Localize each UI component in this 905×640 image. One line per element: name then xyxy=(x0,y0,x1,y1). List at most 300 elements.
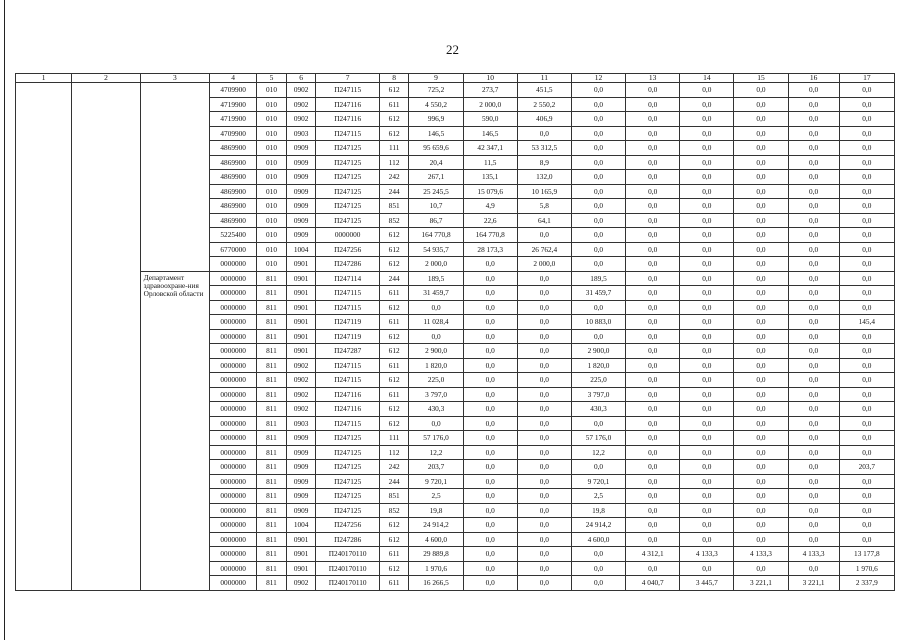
table-cell: 0,0 xyxy=(788,242,839,257)
table-cell: 5225400 xyxy=(210,228,257,243)
table-cell: 0,0 xyxy=(463,329,517,344)
table-cell: П247125 xyxy=(316,460,379,475)
column-number: 13 xyxy=(626,74,680,83)
table-cell: 0,0 xyxy=(517,503,571,518)
table-cell: 0,0 xyxy=(839,387,894,402)
table-cell: 0,0 xyxy=(626,155,680,170)
table-cell: 0909 xyxy=(286,460,316,475)
table-cell: 31 459,7 xyxy=(571,286,625,301)
table-cell: 4 600,0 xyxy=(409,532,463,547)
table-cell: 12,2 xyxy=(409,445,463,460)
table-cell: 0,0 xyxy=(839,257,894,272)
table-cell: 0,0 xyxy=(626,286,680,301)
table-cell: 612 xyxy=(379,83,409,98)
table-cell: 0903 xyxy=(286,126,316,141)
table-cell: 0,0 xyxy=(788,112,839,127)
table-cell: 0000000 xyxy=(210,300,257,315)
table-cell: 0,0 xyxy=(680,358,734,373)
table-cell: 0000000 xyxy=(210,503,257,518)
table-cell: 0000000 xyxy=(210,329,257,344)
table-cell: 0,0 xyxy=(571,547,625,562)
table-cell: 0,0 xyxy=(839,83,894,98)
table-cell: П247114 xyxy=(316,271,379,286)
table-cell: 0,0 xyxy=(517,344,571,359)
table-cell: 0,0 xyxy=(517,489,571,504)
table-cell: 0000000 xyxy=(210,518,257,533)
table-cell: 12,2 xyxy=(571,445,625,460)
table-cell: 0000000 xyxy=(316,228,379,243)
table-cell: 0,0 xyxy=(626,271,680,286)
table-cell: 0,0 xyxy=(788,445,839,460)
table-cell: 010 xyxy=(257,170,287,185)
table-cell: 811 xyxy=(257,329,287,344)
table-cell: 0,0 xyxy=(734,532,788,547)
table-cell: 010 xyxy=(257,126,287,141)
budget-table xyxy=(15,73,895,591)
table-cell: 0,0 xyxy=(463,445,517,460)
table-cell: П247125 xyxy=(316,213,379,228)
column-number: 16 xyxy=(788,74,839,83)
table-cell: 0,0 xyxy=(788,474,839,489)
table-cell: П247125 xyxy=(316,503,379,518)
table-cell: 0,0 xyxy=(839,503,894,518)
table-cell: 0,0 xyxy=(571,213,625,228)
table-cell: 0,0 xyxy=(463,547,517,562)
table-cell: П240170110 xyxy=(316,547,379,562)
table-cell: 0,0 xyxy=(839,199,894,214)
table-cell: 0,0 xyxy=(680,445,734,460)
table-cell: 86,7 xyxy=(409,213,463,228)
table-cell: 0,0 xyxy=(734,286,788,301)
table-cell: 189,5 xyxy=(409,271,463,286)
table-cell: 4709900 xyxy=(210,83,257,98)
table-cell: 0,0 xyxy=(626,184,680,199)
table-cell: 0,0 xyxy=(680,329,734,344)
table-cell: 430,3 xyxy=(571,402,625,417)
table-cell: 0902 xyxy=(286,576,316,591)
table-cell: 0901 xyxy=(286,315,316,330)
table-cell: 0,0 xyxy=(788,402,839,417)
table-cell: 0000000 xyxy=(210,431,257,446)
table-cell: 0909 xyxy=(286,474,316,489)
table-cell: 0,0 xyxy=(626,402,680,417)
table-cell: 31 459,7 xyxy=(409,286,463,301)
table-cell: 0,0 xyxy=(571,329,625,344)
table-cell: 0,0 xyxy=(734,126,788,141)
table-cell: 811 xyxy=(257,561,287,576)
table-cell: 0,0 xyxy=(788,184,839,199)
table-cell: 611 xyxy=(379,97,409,112)
table-cell: 0,0 xyxy=(463,503,517,518)
table-cell: 0909 xyxy=(286,445,316,460)
table-cell: 0,0 xyxy=(680,373,734,388)
table-cell: 0,0 xyxy=(839,184,894,199)
column-2-empty xyxy=(72,83,140,591)
table-cell: 0,0 xyxy=(734,503,788,518)
table-cell: 0,0 xyxy=(463,489,517,504)
table-cell: 0,0 xyxy=(517,358,571,373)
table-cell: 0,0 xyxy=(626,213,680,228)
table-cell: 9 720,1 xyxy=(571,474,625,489)
table-cell: 0,0 xyxy=(626,503,680,518)
table-cell: 225,0 xyxy=(571,373,625,388)
table-cell: 0,0 xyxy=(788,83,839,98)
column-number: 1 xyxy=(16,74,72,83)
table-cell: 0,0 xyxy=(680,155,734,170)
table-cell: 54 935,7 xyxy=(409,242,463,257)
table-cell: 0903 xyxy=(286,416,316,431)
table-cell: 0000000 xyxy=(210,460,257,475)
table-cell: 811 xyxy=(257,344,287,359)
table-cell: 0,0 xyxy=(788,460,839,475)
table-cell: 0,0 xyxy=(680,126,734,141)
table-cell: 0,0 xyxy=(839,213,894,228)
table-cell: 0,0 xyxy=(626,460,680,475)
table-cell: 0,0 xyxy=(463,315,517,330)
table-cell: 0901 xyxy=(286,532,316,547)
table-cell: 4 040,7 xyxy=(626,576,680,591)
table-cell: 0000000 xyxy=(210,416,257,431)
table-cell: 0,0 xyxy=(626,228,680,243)
table-cell: 225,0 xyxy=(409,373,463,388)
table-cell: 0,0 xyxy=(680,344,734,359)
table-cell: 811 xyxy=(257,503,287,518)
table-cell: 811 xyxy=(257,460,287,475)
table-cell: 0,0 xyxy=(680,300,734,315)
table-cell: 0,0 xyxy=(517,474,571,489)
table-row xyxy=(16,83,895,98)
table-cell: 0,0 xyxy=(734,112,788,127)
table-cell: 0,0 xyxy=(517,286,571,301)
table-cell: 0909 xyxy=(286,170,316,185)
table-cell: 0,0 xyxy=(788,431,839,446)
table-cell: 0,0 xyxy=(517,518,571,533)
table-cell: 4869900 xyxy=(210,213,257,228)
table-cell: 0,0 xyxy=(788,387,839,402)
table-cell: 3 797,0 xyxy=(571,387,625,402)
table-cell: 95 659,6 xyxy=(409,141,463,156)
table-cell: 0,0 xyxy=(680,242,734,257)
table-cell: 0,0 xyxy=(788,329,839,344)
table-cell: 2,5 xyxy=(571,489,625,504)
table-cell: 0,0 xyxy=(463,402,517,417)
column-number: 12 xyxy=(571,74,625,83)
table-cell: П247125 xyxy=(316,199,379,214)
table-cell: 0902 xyxy=(286,97,316,112)
table-cell: 4 550,2 xyxy=(409,97,463,112)
table-cell: 010 xyxy=(257,199,287,214)
table-cell: 53 312,5 xyxy=(517,141,571,156)
table-cell: 0,0 xyxy=(788,199,839,214)
table-cell: 9 720,1 xyxy=(409,474,463,489)
table-cell: 4869900 xyxy=(210,141,257,156)
table-cell: 811 xyxy=(257,300,287,315)
table-cell: 611 xyxy=(379,576,409,591)
table-cell: 10 165,9 xyxy=(517,184,571,199)
table-cell: 0,0 xyxy=(839,445,894,460)
table-cell: 811 xyxy=(257,518,287,533)
table-cell: 611 xyxy=(379,547,409,562)
table-cell: 0,0 xyxy=(626,489,680,504)
table-cell: 0000000 xyxy=(210,286,257,301)
table-cell: 0000000 xyxy=(210,547,257,562)
table-cell: 0902 xyxy=(286,402,316,417)
table-cell: 0,0 xyxy=(463,416,517,431)
table-cell: 0,0 xyxy=(839,271,894,286)
table-cell: П247125 xyxy=(316,474,379,489)
table-cell: П247115 xyxy=(316,126,379,141)
table-cell: 0000000 xyxy=(210,489,257,504)
table-cell: 0,0 xyxy=(571,199,625,214)
table-cell: 0,0 xyxy=(734,184,788,199)
table-cell: 3 221,1 xyxy=(734,576,788,591)
table-cell: 0,0 xyxy=(626,315,680,330)
table-cell: 132,0 xyxy=(517,170,571,185)
table-cell: 811 xyxy=(257,431,287,446)
table-cell: 0901 xyxy=(286,561,316,576)
table-cell: П247125 xyxy=(316,184,379,199)
table-cell: 1 970,6 xyxy=(409,561,463,576)
table-cell: П247116 xyxy=(316,402,379,417)
table-cell: 0000000 xyxy=(210,315,257,330)
table-cell: 0,0 xyxy=(571,155,625,170)
table-cell: 0,0 xyxy=(734,228,788,243)
table-cell: 0,0 xyxy=(680,416,734,431)
table-cell: 0,0 xyxy=(788,315,839,330)
table-cell: 145,4 xyxy=(839,315,894,330)
table-cell: 0,0 xyxy=(571,576,625,591)
table-cell: 64,1 xyxy=(517,213,571,228)
table-cell: 0,0 xyxy=(680,170,734,185)
table-cell: 0,0 xyxy=(680,286,734,301)
table-cell: 0,0 xyxy=(734,431,788,446)
table-cell: 811 xyxy=(257,474,287,489)
table-cell: 0,0 xyxy=(626,170,680,185)
table-cell: 0,0 xyxy=(517,532,571,547)
table-cell: 0,0 xyxy=(680,112,734,127)
table-cell: 0,0 xyxy=(734,315,788,330)
table-cell: 0,0 xyxy=(571,126,625,141)
table-cell: 0,0 xyxy=(680,460,734,475)
table-cell: 010 xyxy=(257,97,287,112)
table-cell: П247256 xyxy=(316,518,379,533)
table-cell: 612 xyxy=(379,242,409,257)
table-cell: 612 xyxy=(379,257,409,272)
table-cell: 0901 xyxy=(286,344,316,359)
table-cell: 0,0 xyxy=(680,83,734,98)
table-cell: 0,0 xyxy=(788,518,839,533)
table-cell: П247125 xyxy=(316,170,379,185)
table-cell: 26 762,4 xyxy=(517,242,571,257)
table-cell: 4719900 xyxy=(210,112,257,127)
table-cell: 2 000,0 xyxy=(409,257,463,272)
table-cell: 0,0 xyxy=(517,373,571,388)
table-cell: 0902 xyxy=(286,112,316,127)
table-cell: 010 xyxy=(257,141,287,156)
table-cell: 0000000 xyxy=(210,576,257,591)
table-cell: 0,0 xyxy=(734,518,788,533)
table-cell: 0,0 xyxy=(626,97,680,112)
table-cell: 0,0 xyxy=(734,445,788,460)
table-cell: 0,0 xyxy=(839,373,894,388)
table-cell: 811 xyxy=(257,532,287,547)
table-cell: 10 883,0 xyxy=(571,315,625,330)
table-cell: 0,0 xyxy=(626,329,680,344)
table-cell: 0,0 xyxy=(839,402,894,417)
table-cell: 4 133,3 xyxy=(788,547,839,562)
table-cell: 0,0 xyxy=(626,561,680,576)
table-cell: 0,0 xyxy=(839,358,894,373)
table-cell: 0,0 xyxy=(680,474,734,489)
table-cell: 0,0 xyxy=(463,300,517,315)
table-cell: 4709900 xyxy=(210,126,257,141)
table-cell: 0,0 xyxy=(734,402,788,417)
table-cell: 0,0 xyxy=(788,561,839,576)
table-cell: 267,1 xyxy=(409,170,463,185)
column-number: 14 xyxy=(680,74,734,83)
table-cell: 0,0 xyxy=(734,344,788,359)
table-cell: 4869900 xyxy=(210,199,257,214)
table-cell: 010 xyxy=(257,155,287,170)
table-cell: 0,0 xyxy=(517,271,571,286)
table-cell: 112 xyxy=(379,155,409,170)
table-cell: 1 820,0 xyxy=(409,358,463,373)
table-cell: 0,0 xyxy=(680,561,734,576)
table-cell: 0,0 xyxy=(839,474,894,489)
table-cell: 0902 xyxy=(286,83,316,98)
table-cell: 3 445,7 xyxy=(680,576,734,591)
table-cell: 0,0 xyxy=(517,228,571,243)
table-cell: 13 177,8 xyxy=(839,547,894,562)
table-cell: 725,2 xyxy=(409,83,463,98)
table-cell: 0,0 xyxy=(517,547,571,562)
table-cell: 0,0 xyxy=(839,228,894,243)
table-cell: 0,0 xyxy=(788,286,839,301)
column-number: 17 xyxy=(839,74,894,83)
table-cell: 0,0 xyxy=(734,460,788,475)
table-cell: 0,0 xyxy=(839,300,894,315)
table-cell: 0,0 xyxy=(788,532,839,547)
table-cell: 146,5 xyxy=(463,126,517,141)
table-cell: 0,0 xyxy=(626,199,680,214)
table-cell: 0,0 xyxy=(517,315,571,330)
table-cell: 0,0 xyxy=(680,518,734,533)
table-cell: 0,0 xyxy=(463,532,517,547)
page-edge-line xyxy=(4,0,5,640)
table-cell: 612 xyxy=(379,300,409,315)
column-number: 11 xyxy=(517,74,571,83)
table-cell: 0,0 xyxy=(788,300,839,315)
table-cell: 0,0 xyxy=(788,373,839,388)
table-cell: 0000000 xyxy=(210,532,257,547)
column-number: 6 xyxy=(286,74,316,83)
table-cell: 0,0 xyxy=(680,228,734,243)
table-cell: 010 xyxy=(257,112,287,127)
table-cell: 0,0 xyxy=(463,358,517,373)
table-cell: 0,0 xyxy=(517,460,571,475)
table-cell: 0,0 xyxy=(571,83,625,98)
column-number-row xyxy=(16,74,895,83)
table-cell: П247115 xyxy=(316,300,379,315)
table-cell: 2 550,2 xyxy=(517,97,571,112)
table-cell: 010 xyxy=(257,213,287,228)
table-cell: 0,0 xyxy=(788,489,839,504)
table-cell: 0,0 xyxy=(680,503,734,518)
department-name: Департамент здравоохране-ния Орловской области xyxy=(140,271,210,590)
table-cell: 612 xyxy=(379,518,409,533)
column-number: 3 xyxy=(140,74,210,83)
table-cell: 0,0 xyxy=(839,242,894,257)
table-cell: 4719900 xyxy=(210,97,257,112)
table-cell: 0,0 xyxy=(626,358,680,373)
table-cell: 0,0 xyxy=(788,271,839,286)
table-cell: 244 xyxy=(379,474,409,489)
table-cell: 0,0 xyxy=(409,300,463,315)
table-cell: 406,9 xyxy=(517,112,571,127)
table-cell: 0,0 xyxy=(571,170,625,185)
table-cell: 0,0 xyxy=(626,141,680,156)
table-cell: 0,0 xyxy=(626,474,680,489)
table-cell: П247116 xyxy=(316,97,379,112)
table-cell: 0,0 xyxy=(839,155,894,170)
table-cell: 0,0 xyxy=(517,431,571,446)
table-cell: 0902 xyxy=(286,387,316,402)
table-body xyxy=(16,74,895,591)
table-cell: 0909 xyxy=(286,503,316,518)
table-cell: 611 xyxy=(379,358,409,373)
table-cell: 811 xyxy=(257,271,287,286)
table-cell: 1 970,6 xyxy=(839,561,894,576)
table-cell: П240170110 xyxy=(316,576,379,591)
table-cell: 4,9 xyxy=(463,199,517,214)
table-cell: 010 xyxy=(257,83,287,98)
table-cell: 0,0 xyxy=(734,329,788,344)
table-cell: 11,5 xyxy=(463,155,517,170)
table-cell: 0901 xyxy=(286,329,316,344)
table-cell: 0,0 xyxy=(517,576,571,591)
table-cell: 4 600,0 xyxy=(571,532,625,547)
table-cell: 0,0 xyxy=(839,532,894,547)
table-cell: 811 xyxy=(257,315,287,330)
table-cell: 0,0 xyxy=(571,228,625,243)
table-cell: П247256 xyxy=(316,242,379,257)
table-cell: 0,0 xyxy=(680,431,734,446)
table-cell: 15 079,6 xyxy=(463,184,517,199)
column-1-empty xyxy=(16,83,72,591)
table-cell: 0,0 xyxy=(517,402,571,417)
table-cell: П247125 xyxy=(316,431,379,446)
table-cell: 0902 xyxy=(286,373,316,388)
table-cell: 164 770,8 xyxy=(409,228,463,243)
table-cell: 612 xyxy=(379,532,409,547)
table-cell: 0000000 xyxy=(210,474,257,489)
column-number: 15 xyxy=(734,74,788,83)
table-cell: 0,0 xyxy=(788,97,839,112)
table-cell: 0,0 xyxy=(626,300,680,315)
table-cell: 6770000 xyxy=(210,242,257,257)
table-cell: 0,0 xyxy=(463,474,517,489)
table-cell: 0,0 xyxy=(839,286,894,301)
table-cell: 0,0 xyxy=(626,431,680,446)
table-cell: 0,0 xyxy=(409,416,463,431)
table-cell: П247125 xyxy=(316,489,379,504)
table-cell: 0,0 xyxy=(734,83,788,98)
table-cell: 0,0 xyxy=(626,242,680,257)
table-cell: 0,0 xyxy=(517,445,571,460)
table-cell: П247125 xyxy=(316,141,379,156)
table-cell: 0000000 xyxy=(210,373,257,388)
table-cell: 0000000 xyxy=(210,257,257,272)
